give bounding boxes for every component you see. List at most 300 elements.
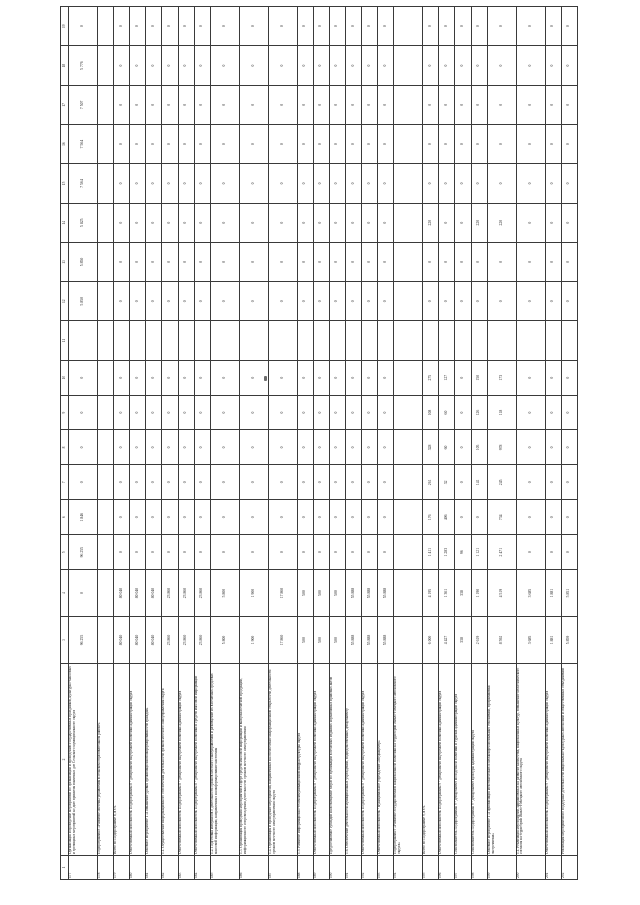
table-row — [239, 7, 268, 880]
value-cell: 0 — [194, 500, 210, 535]
table-row — [329, 7, 345, 880]
value-cell — [487, 321, 516, 360]
value-cell: 0 — [297, 242, 313, 281]
value-cell: 0 — [329, 7, 345, 46]
row-number-cell: 194 — [394, 856, 423, 880]
row-description-cell: Организация и проведение мероприятий по организации и проведению государственных праздников, культурно-массовых и зрелищных мероприятий ко дню принятия памятных дат Сельского муниципального округа — [69, 663, 98, 855]
value-cell: 0 — [162, 7, 178, 46]
value-cell: 23 860 — [178, 617, 194, 664]
value-cell: 0 — [313, 535, 329, 570]
value-cell: 0 — [362, 500, 378, 535]
value-cell — [423, 321, 439, 360]
value-cell — [378, 321, 394, 360]
value-cell: 0 — [130, 500, 146, 535]
value-cell: 0 — [162, 124, 178, 163]
value-cell: 0 — [210, 282, 239, 321]
value-cell: 0 — [313, 465, 329, 500]
value-cell: 0 — [210, 360, 239, 395]
row-description-cell: Подпрограмма 8 «Развитие системы управления в сельском образовательном районе» — [97, 663, 113, 855]
value-cell — [178, 321, 194, 360]
value-cell: 245 — [487, 465, 516, 500]
value-cell: 0 — [210, 430, 239, 465]
value-cell: 0 — [345, 360, 361, 395]
value-cell: 0 — [378, 535, 394, 570]
value-cell: 0 — [378, 85, 394, 124]
value-cell: 0 — [378, 46, 394, 85]
value-cell: 0 — [362, 124, 378, 163]
value-cell: 0 — [162, 46, 178, 85]
row-description-cell: 1.4. Организация и проведение мероприятий, направленных на обеспечение информационной открытости деятельности органов местного самоуправления округа — [268, 663, 297, 855]
value-cell: 0 — [345, 395, 361, 430]
value-cell: 0 — [362, 535, 378, 570]
value-cell: 0 — [178, 500, 194, 535]
value-cell: 0 — [178, 465, 194, 500]
value-cell: 0 — [178, 203, 194, 242]
value-cell: 0 — [162, 282, 178, 321]
value-cell: 4 427 — [439, 617, 455, 664]
value-cell — [97, 500, 113, 535]
value-cell: 0 — [297, 7, 313, 46]
table-row — [210, 7, 239, 880]
column-number-header: 10 — [61, 360, 69, 395]
value-cell: 0 — [114, 164, 130, 203]
value-cell: 0 — [439, 164, 455, 203]
value-cell: 0 — [194, 430, 210, 465]
value-cell: 0 — [239, 85, 268, 124]
value-cell: 7 507 — [69, 85, 98, 124]
value-cell: 5 800 — [210, 570, 239, 617]
value-cell: 23 860 — [178, 570, 194, 617]
value-cell — [394, 321, 423, 360]
value-cell — [97, 465, 113, 500]
value-cell: 0 — [545, 7, 561, 46]
value-cell: 176 — [423, 500, 439, 535]
value-cell: 0 — [130, 535, 146, 570]
value-cell: 0 — [114, 360, 130, 395]
value-cell — [97, 360, 113, 395]
value-cell: 0 — [516, 465, 545, 500]
value-cell: 500 — [329, 617, 345, 664]
value-cell: 0 — [345, 500, 361, 535]
table-row — [130, 7, 146, 880]
table-row — [178, 7, 194, 880]
table-row — [471, 7, 487, 880]
value-cell — [394, 242, 423, 281]
value-cell: 55 888 — [378, 570, 394, 617]
value-cell: 0 — [297, 85, 313, 124]
table-row — [194, 7, 210, 880]
row-description-cell: Реализация мероприятий по поддержке деятельности национально-культурных автономий и общественных объединений — [561, 663, 577, 855]
value-cell: 0 — [114, 465, 130, 500]
value-cell: 0 — [329, 46, 345, 85]
value-cell: 0 — [239, 360, 268, 395]
value-cell: 0 — [239, 430, 268, 465]
row-number-cell: 182 — [162, 856, 178, 880]
value-cell: 80 040 — [114, 570, 130, 617]
value-cell: 0 — [297, 46, 313, 85]
value-cell: 0 — [194, 46, 210, 85]
value-cell: 0 — [516, 360, 545, 395]
table-row — [561, 7, 577, 880]
value-cell: 0 — [345, 164, 361, 203]
value-cell: 0 — [69, 430, 98, 465]
value-cell: 0 — [362, 7, 378, 46]
value-cell — [69, 321, 98, 360]
value-cell: 0 — [239, 7, 268, 46]
value-cell: 0 — [239, 124, 268, 163]
value-cell: 0 — [545, 282, 561, 321]
row-number-cell: 190 — [329, 856, 345, 880]
value-cell: 2 471 — [487, 535, 516, 570]
value-cell: 0 — [329, 85, 345, 124]
row-number-cell: 187 — [268, 856, 297, 880]
value-cell: 1 900 — [239, 617, 268, 664]
value-cell: 0 — [362, 242, 378, 281]
value-cell: 0 — [239, 203, 268, 242]
value-cell — [394, 85, 423, 124]
value-cell: 0 — [69, 395, 98, 430]
value-cell: 0 — [345, 203, 361, 242]
row-description-cell: Ответственный исполнитель - муниципальное учреждение «Медиацентр» — [378, 663, 394, 855]
column-number-header: 18 — [61, 46, 69, 85]
value-cell: 0 — [455, 85, 471, 124]
value-cell: 23 860 — [162, 570, 178, 617]
table-row — [345, 7, 361, 880]
value-cell: 0 — [162, 395, 178, 430]
row-description-cell: 1.1. Осуществление информационного обеспечения деятельности органов местного самоуправления округа — [162, 663, 178, 855]
value-cell: 0 — [561, 465, 577, 500]
column-number-header: 17 — [61, 85, 69, 124]
value-cell — [210, 321, 239, 360]
value-cell: 0 — [69, 570, 98, 617]
value-cell: 80 040 — [130, 570, 146, 617]
value-cell: 0 — [487, 7, 516, 46]
value-cell: 8 592 — [487, 617, 516, 664]
value-cell: 4 195 — [423, 570, 439, 617]
value-cell: 0 — [516, 164, 545, 203]
value-cell: 0 — [487, 85, 516, 124]
row-number-cell: 201 — [545, 856, 561, 880]
row-description-cell: Всего по Подпрограмме 9, в т.ч. — [423, 663, 439, 855]
value-cell — [394, 203, 423, 242]
value-cell: 0 — [545, 203, 561, 242]
value-cell: 96 255 — [69, 617, 98, 664]
value-cell: 0 — [146, 360, 162, 395]
value-cell: 0 — [114, 395, 130, 430]
value-cell: 105 — [471, 430, 487, 465]
column-number-header: 3 — [61, 617, 69, 664]
value-cell: 0 — [268, 500, 297, 535]
value-cell: 0 — [130, 430, 146, 465]
value-cell: 0 — [471, 164, 487, 203]
table-row — [455, 7, 471, 880]
value-cell: 0 — [455, 242, 471, 281]
value-cell: 0 — [378, 242, 394, 281]
value-cell: 0 — [210, 7, 239, 46]
value-cell: 0 — [146, 203, 162, 242]
value-cell: 0 — [146, 535, 162, 570]
row-number-cell: 189 — [313, 856, 329, 880]
value-cell: 0 — [545, 465, 561, 500]
value-cell: 0 — [146, 465, 162, 500]
value-cell: 0 — [561, 500, 577, 535]
value-cell: 0 — [239, 535, 268, 570]
value-cell — [394, 7, 423, 46]
value-cell: 0 — [362, 360, 378, 395]
value-cell: 0 — [561, 85, 577, 124]
value-cell — [97, 85, 113, 124]
value-cell: 80 040 — [130, 617, 146, 664]
table-row — [114, 7, 130, 880]
value-cell: 0 — [439, 242, 455, 281]
value-cell: 0 — [378, 282, 394, 321]
rotated-table-wrapper — [60, 6, 578, 880]
value-cell: 0 — [423, 282, 439, 321]
value-cell: 0 — [210, 85, 239, 124]
row-number-cell: 200 — [516, 856, 545, 880]
column-number-header: 6 — [61, 500, 69, 535]
value-cell: 0 — [561, 203, 577, 242]
value-cell: 0 — [194, 124, 210, 163]
column-number-header: 2 — [61, 663, 69, 855]
value-cell: 0 — [130, 242, 146, 281]
value-cell: 0 — [114, 535, 130, 570]
value-cell: 0 — [146, 242, 162, 281]
value-cell: 0 — [545, 46, 561, 85]
value-cell: 0 — [194, 360, 210, 395]
value-cell: 0 — [471, 46, 487, 85]
value-cell: 0 — [423, 242, 439, 281]
value-cell: 0 — [268, 360, 297, 395]
row-number-cell: 185 — [210, 856, 239, 880]
value-cell: 220 — [487, 203, 516, 242]
value-cell: 0 — [378, 500, 394, 535]
row-number-cell: 193 — [378, 856, 394, 880]
value-cell: 0 — [362, 203, 378, 242]
row-description-cell: Ответственный исполнитель Подпрограммы 8 - департамент внутренней политики администрации округа — [313, 663, 329, 855]
value-cell: 0 — [162, 535, 178, 570]
value-cell: 60 — [439, 395, 455, 430]
value-cell — [345, 321, 361, 360]
value-cell: 0 — [561, 360, 577, 395]
value-cell: 0 — [313, 282, 329, 321]
value-cell: 0 — [455, 124, 471, 163]
value-cell: 0 — [378, 7, 394, 46]
value-cell: 0 — [561, 124, 577, 163]
value-cell: 3 685 — [516, 617, 545, 664]
table-row — [439, 7, 455, 880]
value-cell: 0 — [516, 430, 545, 465]
value-cell: 0 — [345, 85, 361, 124]
value-cell: 0 — [297, 360, 313, 395]
value-cell: 406 — [439, 500, 455, 535]
value-cell: 0 — [268, 124, 297, 163]
value-cell: 5 800 — [210, 617, 239, 664]
value-cell — [394, 124, 423, 163]
value-cell: 0 — [313, 430, 329, 465]
value-cell: 0 — [210, 46, 239, 85]
value-cell: 0 — [297, 430, 313, 465]
value-cell: 0 — [345, 124, 361, 163]
value-cell: 0 — [345, 7, 361, 46]
value-cell: 0 — [146, 395, 162, 430]
value-cell: 0 — [487, 124, 516, 163]
value-cell: 80 040 — [114, 617, 130, 664]
value-cell: 0 — [69, 360, 98, 395]
value-cell: 0 — [561, 7, 577, 46]
value-cell: 0 — [471, 282, 487, 321]
value-cell: 0 — [378, 203, 394, 242]
value-cell: 0 — [313, 242, 329, 281]
value-cell: 0 — [329, 164, 345, 203]
value-cell: 0 — [194, 85, 210, 124]
value-cell: 55 888 — [362, 570, 378, 617]
value-cell: 0 — [114, 242, 130, 281]
value-cell: 0 — [178, 85, 194, 124]
value-cell: 0 — [487, 46, 516, 85]
value-cell — [394, 46, 423, 85]
table-row — [146, 7, 162, 880]
value-cell — [394, 430, 423, 465]
value-cell — [194, 321, 210, 360]
value-cell: 0 — [162, 164, 178, 203]
value-cell — [545, 321, 561, 360]
value-cell: 0 — [130, 395, 146, 430]
value-cell: 0 — [239, 164, 268, 203]
row-description-cell: Основное мероприятие 1 «Гармонизация межэтнических и межконфессиональных отношений, профилактика экстремизма» — [487, 663, 516, 855]
value-cell: 0 — [130, 282, 146, 321]
row-number-cell: 177 — [69, 856, 98, 880]
value-cell: 1 846 — [69, 500, 98, 535]
value-cell: 55 888 — [378, 617, 394, 664]
value-cell: 0 — [362, 164, 378, 203]
value-cell: 0 — [329, 124, 345, 163]
value-cell: 0 — [329, 430, 345, 465]
row-description-cell: Соисполнитель Подпрограммы 9 - департамент молодежной политики и туризма администрации округа — [455, 663, 471, 855]
value-cell: 0 — [487, 282, 516, 321]
value-cell: 0 — [146, 500, 162, 535]
value-cell: 500 — [297, 617, 313, 664]
value-cell: 275 — [423, 360, 439, 395]
value-cell: 0 — [114, 46, 130, 85]
value-cell — [239, 321, 268, 360]
row-number-cell: 178 — [97, 856, 113, 880]
value-cell: 0 — [329, 282, 345, 321]
row-number-cell: 184 — [194, 856, 210, 880]
row-number-cell: 179 — [114, 856, 130, 880]
value-cell: 1 283 — [439, 535, 455, 570]
row-description-cell: Ответственный исполнитель Подпрограммы 8 - департамент внутренней политики администрации округа — [362, 663, 378, 855]
value-cell: 0 — [268, 7, 297, 46]
value-cell — [162, 321, 178, 360]
value-cell: 0 — [130, 465, 146, 500]
row-description-cell: 1.2. Подготовка материалов о деятельности органов местного самоуправления и размещение их в печатных средствах массовой информации, направленных на информирование населения — [210, 663, 239, 855]
value-cell: 0 — [329, 535, 345, 570]
row-description-cell: 1.5. Развитие информационно-телекоммуникационной инфраструктуры округа — [297, 663, 313, 855]
value-cell: 261 — [423, 465, 439, 500]
value-cell: 0 — [378, 124, 394, 163]
row-number-cell: 192 — [362, 856, 378, 880]
value-cell: 0 — [545, 242, 561, 281]
value-cell: 0 — [439, 282, 455, 321]
value-cell: 0 — [455, 430, 471, 465]
value-cell: 7 564 — [69, 164, 98, 203]
value-cell — [97, 617, 113, 664]
value-cell: 0 — [561, 430, 577, 465]
value-cell: 0 — [130, 7, 146, 46]
value-cell: 0 — [313, 203, 329, 242]
value-cell: 0 — [210, 164, 239, 203]
value-cell: 0 — [313, 395, 329, 430]
value-cell: 0 — [239, 282, 268, 321]
value-cell — [516, 321, 545, 360]
value-cell: 328 — [423, 430, 439, 465]
value-cell: 0 — [362, 395, 378, 430]
value-cell: 0 — [439, 7, 455, 46]
value-cell: 0 — [313, 360, 329, 395]
table-row — [362, 7, 378, 880]
value-cell: 0 — [439, 46, 455, 85]
value-cell: 17 860 — [268, 617, 297, 664]
value-cell: 0 — [114, 430, 130, 465]
value-cell: 55 888 — [345, 570, 361, 617]
value-cell: 0 — [178, 46, 194, 85]
value-cell: 0 — [162, 203, 178, 242]
value-cell: 0 — [268, 203, 297, 242]
value-cell — [329, 321, 345, 360]
value-cell: 32 — [439, 465, 455, 500]
column-number-header: 19 — [61, 7, 69, 46]
value-cell: 108 — [423, 395, 439, 430]
value-cell: 0 — [114, 124, 130, 163]
table-row — [69, 7, 98, 880]
value-cell: 0 — [268, 535, 297, 570]
value-cell: 0 — [239, 46, 268, 85]
value-cell: 338 — [455, 617, 471, 664]
value-cell — [455, 321, 471, 360]
table-row — [487, 7, 516, 880]
value-cell: 0 — [114, 500, 130, 535]
value-cell: 0 — [210, 203, 239, 242]
row-number-cell: 202 — [561, 856, 577, 880]
value-cell: 0 — [329, 500, 345, 535]
value-cell: 0 — [516, 7, 545, 46]
value-cell: 0 — [378, 360, 394, 395]
value-cell — [146, 321, 162, 360]
value-cell: 0 — [268, 242, 297, 281]
value-cell: 0 — [194, 282, 210, 321]
value-cell: 0 — [545, 395, 561, 430]
row-description-cell: Ответственный исполнитель Подпрограммы 8 - департамент внутренней политики и средств массовой информации — [194, 663, 210, 855]
value-cell: 0 — [455, 46, 471, 85]
value-cell: 6 000 — [423, 617, 439, 664]
value-cell: 0 — [313, 164, 329, 203]
value-cell: 0 — [516, 46, 545, 85]
column-number-header: 16 — [61, 124, 69, 163]
value-cell: 55 888 — [362, 617, 378, 664]
value-cell — [439, 321, 455, 360]
row-number-cell: 183 — [178, 856, 194, 880]
value-cell: 0 — [423, 7, 439, 46]
table-row — [516, 7, 545, 880]
value-cell: 0 — [297, 465, 313, 500]
value-cell — [97, 46, 113, 85]
value-cell: 0 — [455, 282, 471, 321]
value-cell: 0 — [455, 395, 471, 430]
column-number-header: 15 — [61, 164, 69, 203]
value-cell: 126 — [471, 395, 487, 430]
value-cell — [394, 500, 423, 535]
